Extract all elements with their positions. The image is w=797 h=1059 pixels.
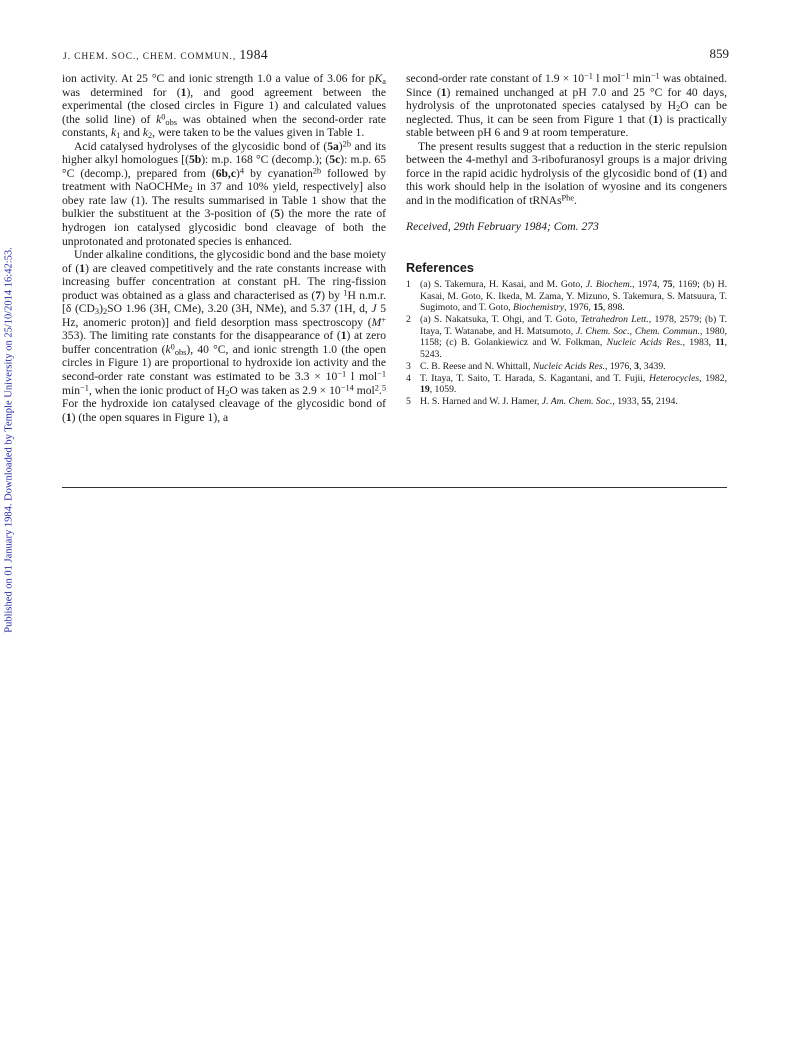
right-column	[406, 72, 727, 408]
download-notice: Published on 01 January 1984. Downloaded by Temple University on 25/10/2014 16:42:53.	[3, 247, 15, 633]
paragraph: ion activity. At 25 °C and ionic strength 1.0 a value of 3.06 for $pK_a$ was determined for (1), and good agreement between the experimental (the closed circles in Figure 1) and calculated values (the solid line) of $k^0_{obs}$ was obtained when the second-order rate constants, $k_1$ and $k_2$, were taken to be the values given in Table 1.	[62, 72, 386, 141]
paragraph: The present results suggest that a reduction in the steric repulsion between the 4-methyl and 3-ribofuranosyl groups is a major driving force in the rapid acidic hydrolysis of the glycosidic bond of (1) and this work should help in the isolation of wyosine and its congeners and in the modification of tRNAs$^{Phe}$.	[406, 139, 727, 207]
reference-item: 5 H. S. Harned and W. J. Hamer, J. Am. Chem. Soc., 1933, 55, 2194.	[406, 396, 678, 408]
reference-item: 2 (a) S. Nakatsuka, T. Ohgi, and T. Goto, Tetrahedron Lett., 1978, 2579; (b) T. Itaya, T. Watanabe, and H. Matsumoto, J. Chem. Soc., Chem. Commun., 1980, 1158; (c) B. Golankiewicz and W. Folkman, Nucleic Acids Res., 1983, 11, 5243.	[406, 314, 727, 360]
journal-citation	[63, 47, 268, 63]
journal-name: J. CHEM. SOC., CHEM. COMMUN.,	[63, 52, 237, 62]
bottom-divider	[62, 487, 727, 488]
paragraph: Acid catalysed hydrolyses of the glycosidic bond of $(5a)^{2b}$ and its higher alkyl homologues [(5b): m.p. 168 °C (decomp.); (5c): m.p. 65 °C (decomp.), prepared from $(6b,c)^4$ by cyanation$^{2b}$ followed by treatment with NaOCHMe$_2$ in 37 and 10% yield, respectively] also obey rate law (1). The results summarised in Table 1 show that the bulkier the substituent at the 3-position of (5) the more the rate of hydrogen ion catalysed glycosidic bond cleavage of both the unprotonated and protonated species is enhanced.	[62, 138, 386, 248]
journal-year: 1984	[239, 47, 268, 62]
reference-item: 4 T. Itaya, T. Saito, T. Harada, S. Kagantani, and T. Fujii, Heterocycles, 1982, 19, 1059.	[406, 372, 728, 396]
left-column	[62, 72, 386, 424]
reference-list	[406, 279, 727, 408]
running-header	[63, 47, 729, 63]
received-date: Received, 29th February 1984; Com. 273	[406, 220, 599, 234]
references-heading: References	[406, 261, 474, 276]
paragraph: second-order rate constant of $1.9 \times 10^{-1}$ l mol$^{-1}$ $\min^{-1}$ was obtained. Since (1) remained unchanged at pH 7.0 and 25 °C for 40 days, hydrolysis of the unprotonated species catalysed by $H_2O$ can be neglected. Thus, it can be seen from Figure 1 that (1) is practically stable between pH 6 and 9 at room temperature.	[406, 71, 727, 140]
page-number: 859	[709, 46, 729, 61]
reference-item: 3 C. B. Reese and N. Whittall, Nucleic Acids Res., 1976, 3, 3439.	[406, 360, 666, 372]
reference-item: 1 (a) S. Takemura, H. Kasai, and M. Goto, J. Biochem., 1974, 75, 1169; (b) H. Kasai, M. Goto, K. Ikeda, M. Zama, Y. Mizuno, S. Takemura, S. Matsuura, T. Sugimoto, and T. Goto, Biochemistry, 1976, 15, 898.	[406, 279, 728, 314]
paragraph: Under alkaline conditions, the glycosidic bond and the base moiety of (1) are cleaved competitively and the rate constants increase with increasing buffer concentration at constant pH. The ring-fission product was obtained as a glass and characterised as (7) by $^1$H n.m.r. [δ $(CD_3)_2SO$ 1.96 (3H, CMe), 3.20 (3H, NMe), and 5.37 (1H, d, J 5 Hz, anomeric proton)] and field desorption mass spectroscopy (M+ 353). The limiting rate constants for the disappearance of (1) at zero buffer concentration $(k^0_{obs})$, 40 °C, and ionic strength 1.0 (the open circles in Figure 1) are proportional to hydroxide ion activity and the second-order rate constant was estimated to be $3.3 \times 10^{-1}$ l mol$^{-1}$ $\min^{-1}$, when the ionic product of $H_2O$ was taken as $2.9 \times 10^{-14}$ mol$^2$.$^5$ For the hydroxide ion catalysed cleavage of the glycosidic bond of (1) (the open squares in Figure 1), a	[62, 248, 387, 424]
